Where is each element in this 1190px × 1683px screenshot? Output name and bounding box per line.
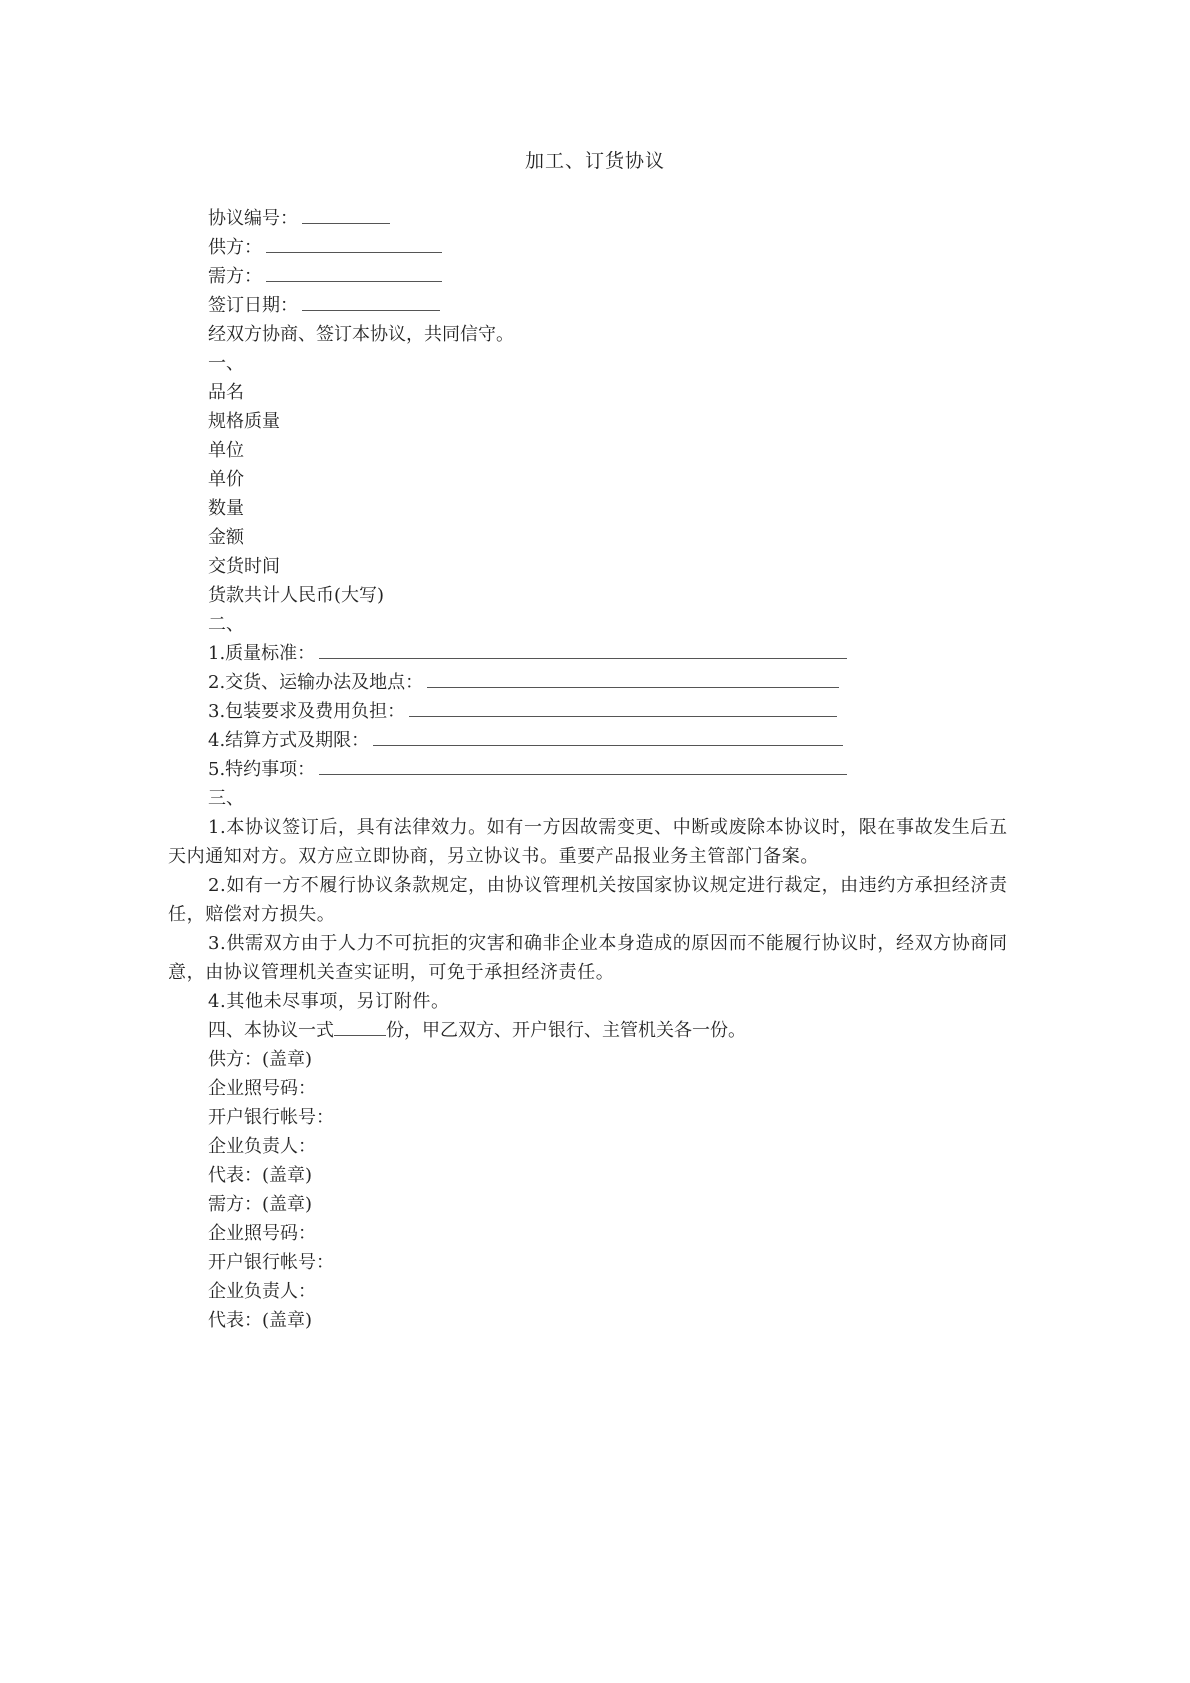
item-label: 4.结算方式及期限： — [208, 730, 370, 751]
document-body — [168, 204, 1013, 1335]
section4-copies — [168, 1016, 1013, 1045]
field-supplier — [168, 233, 1013, 262]
section2-item — [168, 668, 1013, 697]
item-label: 1.质量标准： — [208, 643, 316, 664]
field-label: 供方： — [208, 237, 262, 258]
section3-paragraph: 3.供需双方由于人力不可抗拒的灾害和确非企业本身造成的原因而不能履行协议时，经双方协商同意，由协议管理机关查实证明，可免于承担经济责任。 — [168, 933, 1008, 983]
buyer-bank-account: 开户银行帐号： — [208, 1252, 334, 1273]
blank-line[interactable] — [409, 698, 837, 717]
copies-suffix: 份，甲乙双方、开户银行、主管机关各一份。 — [386, 1020, 746, 1041]
section3-paragraph: 2.如有一方不履行协议条款规定，由协议管理机关按国家协议规定进行裁定，由违约方承担经济责任，赔偿对方损失。 — [168, 875, 1008, 925]
field-sign-date — [168, 291, 1013, 320]
supplier-principal: 企业负责人： — [208, 1136, 316, 1157]
field-contract-number — [168, 204, 1013, 233]
document-title: 加工、订货协议 — [524, 150, 665, 172]
copies-prefix: 四、本协议一式 — [208, 1020, 334, 1041]
field-buyer — [168, 262, 1013, 291]
section3-paragraph: 4.其他未尽事项，另订附件。 — [208, 991, 450, 1012]
field-label: 需方： — [208, 266, 262, 287]
blank-line[interactable] — [319, 756, 847, 775]
section1-item: 数量 — [208, 498, 244, 519]
field-label: 签订日期： — [208, 295, 298, 316]
section1-item: 单位 — [208, 440, 244, 461]
blank-line[interactable] — [373, 727, 843, 746]
buyer-seal: 需方：(盖章) — [208, 1194, 313, 1215]
item-label: 5.特约事项： — [208, 759, 316, 780]
blank-line[interactable] — [427, 669, 839, 688]
section1-item: 品名 — [208, 382, 244, 403]
buyer-representative: 代表：(盖章) — [208, 1310, 313, 1331]
item-label: 3.包装要求及费用负担： — [208, 701, 406, 722]
section2-item — [168, 726, 1013, 755]
blank-line[interactable] — [266, 234, 442, 253]
section1-item: 规格质量 — [208, 411, 280, 432]
section3-paragraph: 1.本协议签订后，具有法律效力。如有一方因故需变更、中断或废除本协议时，限在事故发生后五天内通知对方。双方应立即协商，另立协议书。重要产品报业务主管部门备案。 — [168, 817, 1008, 867]
item-label: 2.交货、运输办法及地点： — [208, 672, 424, 693]
section2-heading: 二、 — [208, 614, 244, 635]
section1-item: 货款共计人民币(大写) — [208, 585, 385, 606]
blank-line[interactable] — [302, 205, 390, 224]
blank-line[interactable] — [266, 263, 442, 282]
supplier-license: 企业照号码： — [208, 1078, 316, 1099]
section2-item — [168, 639, 1013, 668]
intro-text: 经双方协商、签订本协议，共同信守。 — [208, 324, 514, 345]
buyer-license: 企业照号码： — [208, 1223, 316, 1244]
supplier-representative: 代表：(盖章) — [208, 1165, 313, 1186]
supplier-seal: 供方：(盖章) — [208, 1049, 313, 1070]
section3-heading: 三、 — [208, 788, 244, 809]
blank-line[interactable] — [302, 292, 440, 311]
section2-item — [168, 755, 1013, 784]
section2-item — [168, 697, 1013, 726]
field-label: 协议编号： — [208, 208, 298, 229]
section1-item: 金额 — [208, 527, 244, 548]
section1-item: 交货时间 — [208, 556, 280, 577]
copies-blank[interactable] — [334, 1017, 386, 1036]
section1-heading: 一、 — [208, 353, 244, 374]
section1-item: 单价 — [208, 469, 244, 490]
blank-line[interactable] — [319, 640, 847, 659]
buyer-principal: 企业负责人： — [208, 1281, 316, 1302]
supplier-bank-account: 开户银行帐号： — [208, 1107, 334, 1128]
